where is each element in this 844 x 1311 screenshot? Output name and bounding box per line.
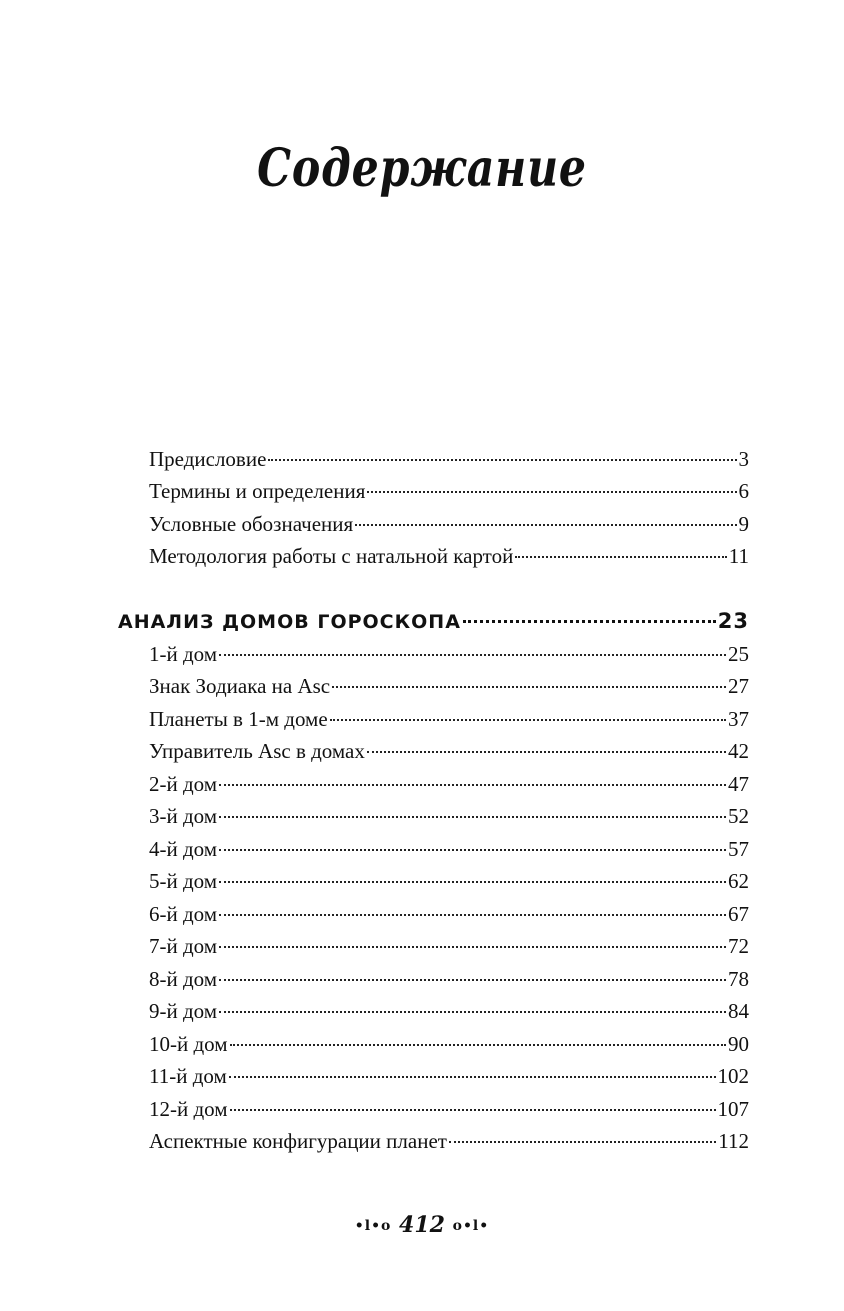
toc-entry-label: 7-й дом <box>149 934 218 958</box>
toc-entry-page: 57 <box>728 837 749 861</box>
toc-entry-page: 52 <box>728 804 749 828</box>
toc-entry-label: 11-й дом <box>149 1064 227 1088</box>
toc-entry-label: 8-й дом <box>149 967 218 991</box>
toc-entry[interactable] <box>149 673 749 699</box>
toc-entry-page: 47 <box>728 772 749 796</box>
toc-entry-page: 90 <box>728 1032 749 1056</box>
dot-leader <box>219 1011 726 1013</box>
toc-entry[interactable] <box>149 1128 749 1154</box>
toc-entry-label: 6-й дом <box>149 902 218 926</box>
toc-entry-label: 12-й дом <box>149 1097 228 1121</box>
dot-leader <box>367 751 726 753</box>
ornament-right-icon: o•l• <box>452 1218 490 1234</box>
dot-leader <box>330 719 726 721</box>
page-title: Содержание <box>257 138 587 199</box>
toc-entry-page: 3 <box>738 447 749 471</box>
toc-entry[interactable] <box>149 1031 749 1057</box>
toc-entry[interactable] <box>149 803 749 829</box>
toc-entry-page: 62 <box>728 869 749 893</box>
toc-entry-label: 4-й дом <box>149 837 218 861</box>
toc-entry-page: 25 <box>728 642 749 666</box>
toc-entry-label: 5-й дом <box>149 869 218 893</box>
toc-entry-label: 10-й дом <box>149 1032 228 1056</box>
toc-entry-label: Знак Зодиака на Asc <box>149 674 331 698</box>
toc-entry-label: 1-й дом <box>149 642 218 666</box>
toc-entry[interactable] <box>149 511 749 537</box>
toc-entry[interactable] <box>149 641 749 667</box>
toc-entry[interactable] <box>149 738 749 764</box>
toc-entry[interactable] <box>149 446 749 472</box>
dot-leader <box>515 556 726 558</box>
dot-leader <box>229 1076 716 1078</box>
toc-entry-page: 107 <box>717 1097 749 1121</box>
dot-leader <box>463 620 716 623</box>
toc-entry[interactable] <box>149 868 749 894</box>
dot-leader <box>449 1141 716 1143</box>
toc-entry-page: 27 <box>728 674 749 698</box>
toc-entry[interactable] <box>149 966 749 992</box>
page-number <box>0 1212 844 1238</box>
toc-entry[interactable] <box>149 706 749 732</box>
toc-entry[interactable] <box>149 933 749 959</box>
toc-entry[interactable] <box>149 1063 749 1089</box>
toc-entry-page: 6 <box>738 479 749 503</box>
toc-entry[interactable] <box>149 901 749 927</box>
dot-leader <box>219 849 726 851</box>
toc-entry-label: 3-й дом <box>149 804 218 828</box>
dot-leader <box>219 914 726 916</box>
toc-entry[interactable] <box>149 478 749 504</box>
toc-entry-page: 72 <box>728 934 749 958</box>
toc-entry[interactable] <box>149 771 749 797</box>
toc-entry-page: 112 <box>718 1129 749 1153</box>
toc-entry[interactable] <box>149 998 749 1024</box>
toc-entry-page: 11 <box>728 544 749 568</box>
dot-leader <box>219 816 726 818</box>
dot-leader <box>367 491 736 493</box>
toc-entry-page: 78 <box>728 967 749 991</box>
toc-entry-page: 9 <box>738 512 749 536</box>
dot-leader <box>230 1109 716 1111</box>
dot-leader <box>332 686 726 688</box>
toc-entry[interactable] <box>149 543 749 569</box>
toc-entry[interactable] <box>149 1096 749 1122</box>
dot-leader <box>219 881 726 883</box>
dot-leader <box>268 459 736 461</box>
toc-entry-label: Термины и определения <box>149 479 366 503</box>
dot-leader <box>219 946 726 948</box>
toc-section-heading[interactable] <box>118 608 749 635</box>
dot-leader <box>230 1044 726 1046</box>
toc-entry-page: 42 <box>728 739 749 763</box>
toc-entry[interactable] <box>149 836 749 862</box>
toc-entry-label: Аспектные конфигурации планет <box>149 1129 447 1153</box>
page-number-value: 412 <box>399 1212 445 1238</box>
dot-leader <box>219 784 726 786</box>
toc-entry-label: Условные обозначения <box>149 512 354 536</box>
toc-entry-page: 37 <box>728 707 749 731</box>
toc-entry-label: Предисловие <box>149 447 267 471</box>
dot-leader <box>219 654 726 656</box>
toc-entry-label: 2-й дом <box>149 772 218 796</box>
dot-leader <box>355 524 736 526</box>
toc-section-label: АНАЛИЗ ДОМОВ ГОРОСКОПА <box>118 611 461 633</box>
dot-leader <box>219 979 726 981</box>
toc-entry-page: 102 <box>717 1064 749 1088</box>
toc-entry-label: Планеты в 1-м доме <box>149 707 328 731</box>
ornament-left-icon: •l•o <box>354 1218 392 1234</box>
toc-section-page: 23 <box>717 609 749 633</box>
toc-entry-label: Управитель Asc в домах <box>149 739 365 763</box>
toc-entry-label: 9-й дом <box>149 999 218 1023</box>
toc-entry-page: 84 <box>728 999 749 1023</box>
toc-entry-page: 67 <box>728 902 749 926</box>
toc-entry-label: Методология работы с натальной картой <box>149 544 514 568</box>
